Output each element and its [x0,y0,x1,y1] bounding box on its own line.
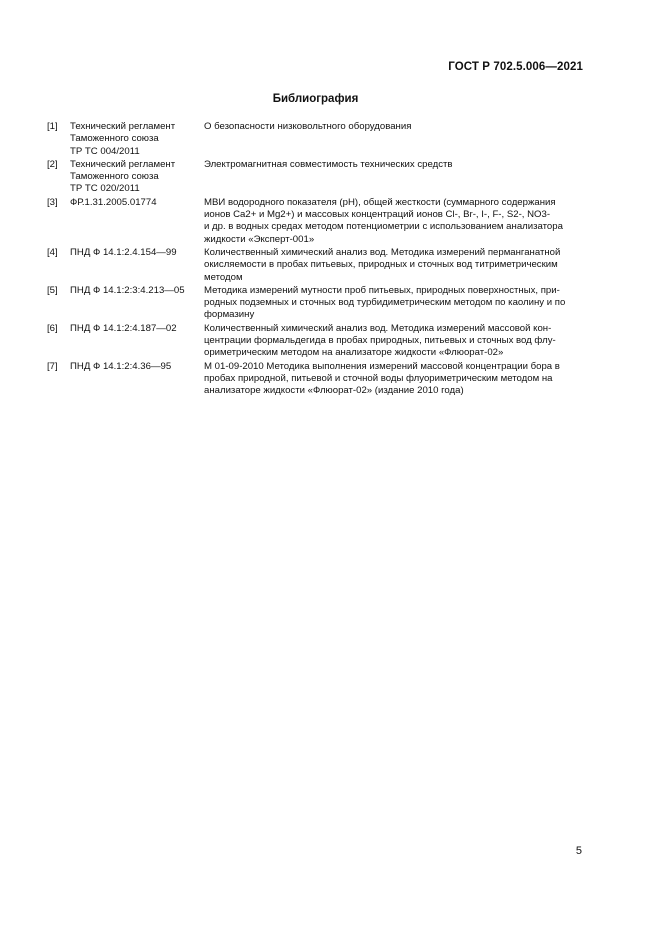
entry-reference: ПНД Ф 14.1:2:3:4.213—05 [70,284,185,296]
standard-code: ГОСТ Р 702.5.006—2021 [448,61,583,73]
bibliography-entry-7 [47,361,583,398]
entry-reference: ПНД Ф 14.1:2:4.36—95 [70,360,172,372]
entry-number: [6] [47,322,58,334]
bibliography-entry-2 [47,159,583,196]
entry-title: Методика измерений мутности проб питьевых, природных поверхностных, при- родных подземных и сточных вод турбидиметрическим методом по каолину и по формазину [204,284,566,321]
entry-number: [3] [47,196,58,208]
entry-title: О безопасности низковольтного оборудования [204,121,412,132]
entry-reference: ПНД Ф 14.1:2.4.154—99 [70,246,177,258]
entry-reference: Технический регламент Таможенного союза ТР ТС 020/2011 [70,158,176,195]
page-number: 5 [575,845,582,857]
bibliography-entry-5 [47,285,583,322]
entry-reference: Технический регламент Таможенного союза ТР ТС 004/2011 [70,121,176,157]
entry-number: [2] [47,158,58,170]
entry-number: [4] [47,246,58,258]
bibliography-entry-4 [47,247,583,284]
bibliography-entry-1 [47,121,583,158]
entry-title: Количественный химический анализ вод. Методика измерений массовой кон- центрации формальдегида в пробах природных, питьевых и сточных вод флу- ориметрическим методом на анализаторе жидкости «Флюорат-02» [204,322,556,359]
entry-number: [1] [47,121,58,132]
entry-number: [5] [47,284,58,296]
entry-number: [7] [47,360,58,372]
section-title: Библиография [272,93,359,105]
entry-title: МВИ водородного показателя (рН), общей жесткости (суммарного содержания ионов Ca2+ и Mg2+) и массовых концентраций ионов Cl-, Br-, I-, F-, S2-, NO3- и др. в водных средах методом потенциометрии с использованием анализатора жидкости «Эксперт-001» [204,196,563,245]
bibliography-entry-6 [47,323,583,360]
bibliography-list [47,121,583,399]
entry-title: Электромагнитная совместимость технических средств [204,158,453,170]
entry-title: М 01-09-2010 Методика выполнения измерений массовой концентрации бора в пробах природной, питьевой и сточной воды флуориметрическим методом на анализаторе жидкости «Флюорат-02» (издание 2010 года) [204,360,560,397]
entry-reference: ФР.1.31.2005.01774 [70,196,157,208]
entry-title: Количественный химический анализ вод. Методика измерений перманганатной окисляемости в пробах питьевых, природных и сточных вод титриметрическим методом [204,246,561,283]
entry-reference: ПНД Ф 14.1:2:4.187—02 [70,322,177,334]
bibliography-entry-3 [47,197,583,246]
